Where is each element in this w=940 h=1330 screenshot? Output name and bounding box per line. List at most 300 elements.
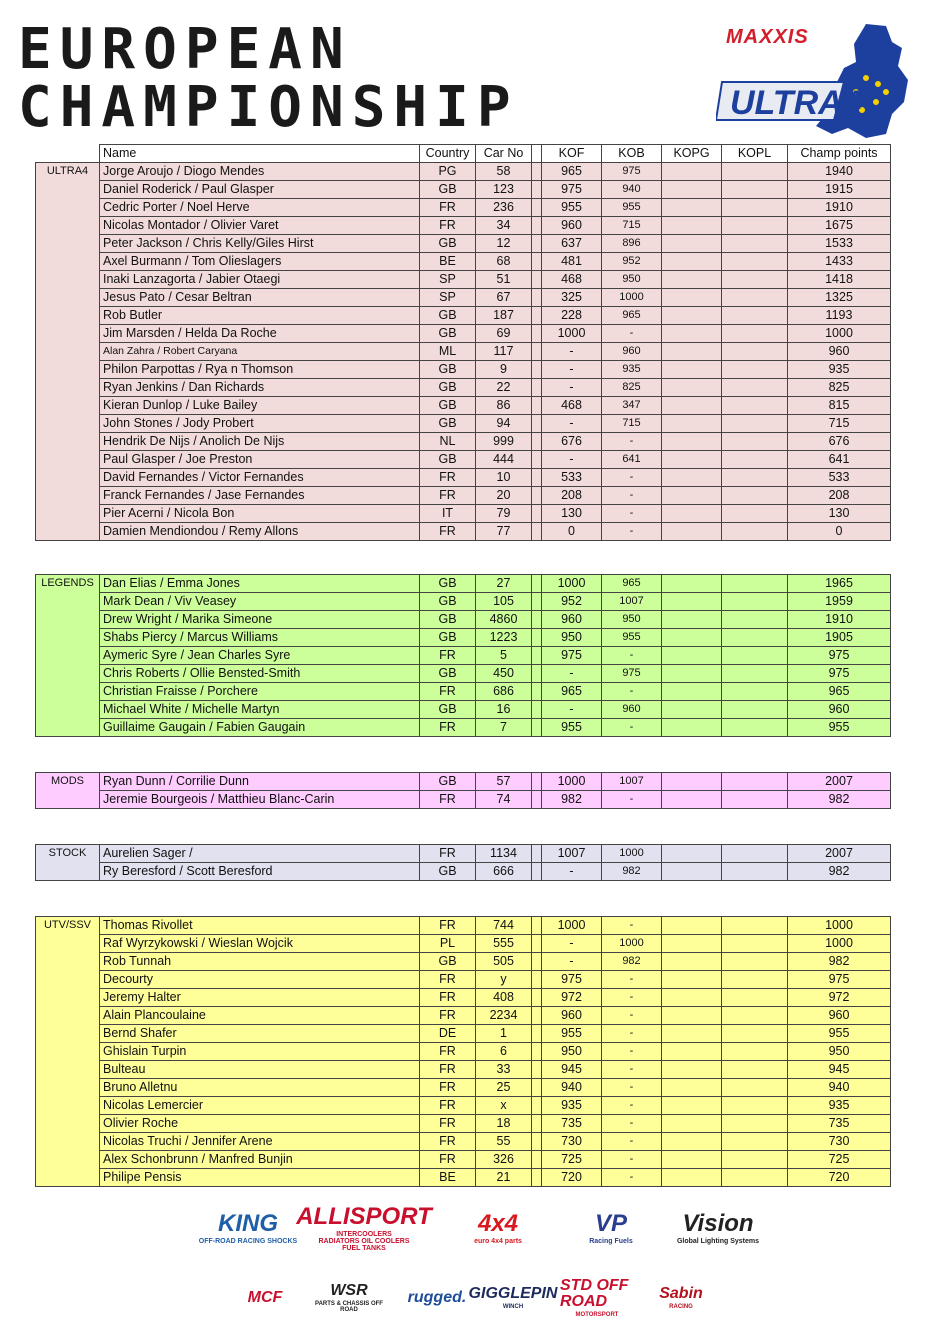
country-code: FR [420, 1079, 476, 1097]
kopg-points [662, 415, 722, 433]
sponsor-logo-std-off-road [560, 1277, 634, 1318]
car-number: 555 [476, 935, 532, 953]
kob-points: - [602, 469, 662, 487]
sponsor-name: VP [594, 1209, 627, 1237]
champ-points: 1418 [788, 271, 891, 289]
spacer-cell [532, 289, 542, 307]
kopg-points [662, 845, 722, 863]
country-code: GB [420, 379, 476, 397]
country-code: FR [420, 845, 476, 863]
car-number: 21 [476, 1169, 532, 1187]
table-row [36, 1007, 891, 1025]
table-row [36, 611, 891, 629]
car-number: 74 [476, 791, 532, 809]
header-kof: KOF [542, 145, 602, 163]
kopl-points [722, 523, 788, 541]
kopg-points [662, 989, 722, 1007]
driver-name: Philipe Pensis [100, 1169, 420, 1187]
kof-points: - [542, 415, 602, 433]
car-number: 9 [476, 361, 532, 379]
kob-points: 982 [602, 863, 662, 881]
kopl-points [722, 683, 788, 701]
champ-points: 725 [788, 1151, 891, 1169]
kopg-points [662, 1025, 722, 1043]
kopl-points [722, 163, 788, 181]
car-number: 6 [476, 1043, 532, 1061]
table-row [36, 719, 891, 737]
kob-points: - [602, 917, 662, 935]
sponsor-logo-wsr [312, 1280, 386, 1316]
spacer-cell [532, 1043, 542, 1061]
country-code: FR [420, 469, 476, 487]
kof-points: 637 [542, 235, 602, 253]
driver-name: Decourty [100, 971, 420, 989]
spacer-cell [532, 1115, 542, 1133]
kof-points: 955 [542, 719, 602, 737]
kof-points: 725 [542, 1151, 602, 1169]
kopg-points [662, 343, 722, 361]
table-row [36, 1043, 891, 1061]
country-code: GB [420, 181, 476, 199]
sponsor-name: ALLISPORT [296, 1202, 432, 1230]
table-row [36, 397, 891, 415]
spacer-cell [532, 989, 542, 1007]
kof-points: - [542, 665, 602, 683]
kob-points: - [602, 719, 662, 737]
table-row [36, 415, 891, 433]
kob-points: 982 [602, 953, 662, 971]
table-row [36, 773, 891, 791]
car-number: 686 [476, 683, 532, 701]
spacer-cell [532, 917, 542, 935]
spacer-cell [532, 647, 542, 665]
spacer-cell [532, 163, 542, 181]
driver-name: Rob Tunnah [100, 953, 420, 971]
spacer-cell [532, 863, 542, 881]
car-number: 123 [476, 181, 532, 199]
country-code: GB [420, 611, 476, 629]
champ-points: 2007 [788, 845, 891, 863]
kof-points: 940 [542, 1079, 602, 1097]
sponsor-logo-sabin [644, 1280, 718, 1316]
kopl-points [722, 271, 788, 289]
kopl-points [722, 217, 788, 235]
table-row [36, 361, 891, 379]
kopg-points [662, 217, 722, 235]
kopg-points [662, 1133, 722, 1151]
table-row [36, 325, 891, 343]
kopl-points [722, 487, 788, 505]
country-code: PL [420, 935, 476, 953]
car-number: 55 [476, 1133, 532, 1151]
kopg-points [662, 433, 722, 451]
champ-points: 735 [788, 1115, 891, 1133]
table-row [36, 845, 891, 863]
kopg-points [662, 397, 722, 415]
sponsor-name: rugged. [407, 1289, 467, 1306]
kopg-points [662, 1061, 722, 1079]
spacer-cell [532, 433, 542, 451]
champ-points: 960 [788, 701, 891, 719]
spacer-cell [532, 217, 542, 235]
kopl-points [722, 433, 788, 451]
car-number: 744 [476, 917, 532, 935]
champ-points: 960 [788, 1007, 891, 1025]
car-number: 68 [476, 253, 532, 271]
driver-name: Kieran Dunlop / Luke Bailey [100, 397, 420, 415]
car-number: 94 [476, 415, 532, 433]
spacer-cell [532, 253, 542, 271]
kob-points: 1007 [602, 773, 662, 791]
country-code: BE [420, 253, 476, 271]
category-label: MODS [36, 773, 100, 809]
champ-points: 720 [788, 1169, 891, 1187]
car-number: 408 [476, 989, 532, 1007]
champ-points: 0 [788, 523, 891, 541]
kopl-points [722, 719, 788, 737]
country-code: FR [420, 1151, 476, 1169]
sponsor-logo-mcf [228, 1280, 302, 1316]
country-code: FR [420, 1043, 476, 1061]
kof-points: 975 [542, 647, 602, 665]
kopg-points [662, 1043, 722, 1061]
car-number: 187 [476, 307, 532, 325]
kopl-points [722, 1061, 788, 1079]
table-row [36, 343, 891, 361]
champ-points: 975 [788, 647, 891, 665]
country-code: FR [420, 523, 476, 541]
kob-points: 715 [602, 415, 662, 433]
champ-points: 1910 [788, 199, 891, 217]
car-number: 22 [476, 379, 532, 397]
car-number: 5 [476, 647, 532, 665]
kob-points: - [602, 1097, 662, 1115]
kopl-points [722, 307, 788, 325]
kob-points: 955 [602, 199, 662, 217]
table-row [36, 199, 891, 217]
kopl-points [722, 415, 788, 433]
sponsor-subtitle: euro 4x4 parts [474, 1237, 522, 1245]
champ-points: 1193 [788, 307, 891, 325]
kof-points: 208 [542, 487, 602, 505]
sponsor-subtitle: INTERCOOLERS RADIATORS OIL COOLERS FUEL TANKS [318, 1230, 410, 1252]
country-code: FR [420, 1115, 476, 1133]
country-code: GB [420, 629, 476, 647]
driver-name: Hendrik De Nijs / Anolich De Nijs [100, 433, 420, 451]
country-code: FR [420, 1007, 476, 1025]
car-number: 79 [476, 505, 532, 523]
kof-points: - [542, 863, 602, 881]
car-number: 105 [476, 593, 532, 611]
table-row [36, 953, 891, 971]
header-blank [36, 145, 100, 163]
country-code: FR [420, 1061, 476, 1079]
sponsor-name: 4x4 [477, 1209, 519, 1237]
spacer-cell [532, 1025, 542, 1043]
spacer-cell [532, 953, 542, 971]
kopg-points [662, 1151, 722, 1169]
kof-points: 468 [542, 397, 602, 415]
sponsor-logo-rugged- [400, 1280, 474, 1316]
country-code: FR [420, 971, 476, 989]
kob-points: - [602, 1169, 662, 1187]
kob-points: 641 [602, 451, 662, 469]
champ-points: 1433 [788, 253, 891, 271]
table-row [36, 935, 891, 953]
kof-points: 1000 [542, 773, 602, 791]
kob-points: 1000 [602, 845, 662, 863]
kob-points: - [602, 1007, 662, 1025]
kopl-points [722, 863, 788, 881]
car-number: 505 [476, 953, 532, 971]
category-label: ULTRA4 [36, 163, 100, 541]
kopl-points [722, 701, 788, 719]
champ-points: 982 [788, 953, 891, 971]
kopl-points [722, 917, 788, 935]
driver-name: Pier Acerni / Nicola Bon [100, 505, 420, 523]
header-car-no: Car No [476, 145, 532, 163]
car-number: 51 [476, 271, 532, 289]
kof-points: 960 [542, 1007, 602, 1025]
table-stock [35, 844, 891, 881]
champ-points: 950 [788, 1043, 891, 1061]
spacer-cell [532, 1007, 542, 1025]
car-number: 86 [476, 397, 532, 415]
table-row [36, 253, 891, 271]
table-row [36, 181, 891, 199]
sponsor-subtitle: MOTORSPORT [575, 1312, 619, 1318]
driver-name: Guillaime Gaugain / Fabien Gaugain [100, 719, 420, 737]
champ-points: 975 [788, 665, 891, 683]
kob-points: - [602, 683, 662, 701]
kob-points: 896 [602, 235, 662, 253]
driver-name: Shabs Piercy / Marcus Williams [100, 629, 420, 647]
champ-points: 2007 [788, 773, 891, 791]
country-code: GB [420, 575, 476, 593]
kof-points: 730 [542, 1133, 602, 1151]
spacer-cell [532, 1151, 542, 1169]
driver-name: Axel Burmann / Tom Olieslagers [100, 253, 420, 271]
kob-points: - [602, 1133, 662, 1151]
car-number: 10 [476, 469, 532, 487]
driver-name: Nicolas Montador / Olivier Varet [100, 217, 420, 235]
driver-name: Aymeric Syre / Jean Charles Syre [100, 647, 420, 665]
kof-points: 1000 [542, 917, 602, 935]
kopg-points [662, 665, 722, 683]
header-name: Name [100, 145, 420, 163]
country-code: NL [420, 433, 476, 451]
driver-name: Franck Fernandes / Jase Fernandes [100, 487, 420, 505]
car-number: 69 [476, 325, 532, 343]
kob-points: 940 [602, 181, 662, 199]
car-number: 7 [476, 719, 532, 737]
spacer-cell [532, 701, 542, 719]
kopg-points [662, 701, 722, 719]
country-code: IT [420, 505, 476, 523]
kof-points: - [542, 935, 602, 953]
car-number: 33 [476, 1061, 532, 1079]
car-number: 57 [476, 773, 532, 791]
champ-points: 955 [788, 719, 891, 737]
country-code: FR [420, 683, 476, 701]
kopg-points [662, 1169, 722, 1187]
spacer-cell [532, 629, 542, 647]
spacer-cell [532, 773, 542, 791]
kob-points: 825 [602, 379, 662, 397]
champ-points: 945 [788, 1061, 891, 1079]
driver-name: Aurelien Sager / [100, 845, 420, 863]
champ-points: 1965 [788, 575, 891, 593]
header-country: Country [420, 145, 476, 163]
champ-points: 960 [788, 343, 891, 361]
kof-points: 950 [542, 629, 602, 647]
sponsor-name: Vision [682, 1209, 754, 1237]
kopg-points [662, 253, 722, 271]
champ-points: 730 [788, 1133, 891, 1151]
car-number: 34 [476, 217, 532, 235]
country-code: FR [420, 487, 476, 505]
kob-points: - [602, 523, 662, 541]
car-number: 444 [476, 451, 532, 469]
header-kob: KOB [602, 145, 662, 163]
country-code: GB [420, 235, 476, 253]
country-code: GB [420, 701, 476, 719]
country-code: FR [420, 989, 476, 1007]
kob-points: 960 [602, 701, 662, 719]
kob-points: - [602, 1025, 662, 1043]
champ-points: 533 [788, 469, 891, 487]
car-number: 16 [476, 701, 532, 719]
country-code: SP [420, 289, 476, 307]
kob-points: - [602, 1061, 662, 1079]
kof-points: 982 [542, 791, 602, 809]
kof-points: 533 [542, 469, 602, 487]
table-row [36, 629, 891, 647]
table-row [36, 791, 891, 809]
sponsor-subtitle: RACING [669, 1304, 693, 1310]
kof-points: 975 [542, 971, 602, 989]
kob-points: 950 [602, 271, 662, 289]
driver-name: Rob Butler [100, 307, 420, 325]
sponsor-logo-gigglepin [468, 1280, 558, 1316]
car-number: 58 [476, 163, 532, 181]
kopg-points [662, 935, 722, 953]
car-number: 20 [476, 487, 532, 505]
driver-name: Peter Jackson / Chris Kelly/Giles Hirst [100, 235, 420, 253]
car-number: 27 [476, 575, 532, 593]
kopg-points [662, 235, 722, 253]
kof-points: 935 [542, 1097, 602, 1115]
table-row [36, 1025, 891, 1043]
kof-points: 1007 [542, 845, 602, 863]
champ-points: 975 [788, 971, 891, 989]
country-code: PG [420, 163, 476, 181]
kob-points: - [602, 791, 662, 809]
champ-points: 982 [788, 791, 891, 809]
driver-name: Chris Roberts / Ollie Bensted-Smith [100, 665, 420, 683]
kopl-points [722, 971, 788, 989]
sponsor-logo-4x4 [452, 1200, 544, 1256]
kopg-points [662, 199, 722, 217]
spacer-cell [532, 199, 542, 217]
kof-points: 960 [542, 611, 602, 629]
table-mods [35, 772, 891, 809]
kof-points: 325 [542, 289, 602, 307]
kob-points: 965 [602, 575, 662, 593]
table-row [36, 593, 891, 611]
country-code: GB [420, 451, 476, 469]
car-number: 2234 [476, 1007, 532, 1025]
driver-name: Bruno Alletnu [100, 1079, 420, 1097]
driver-name: Thomas Rivollet [100, 917, 420, 935]
spacer-cell [532, 1097, 542, 1115]
kopl-points [722, 505, 788, 523]
category-label: UTV/SSV [36, 917, 100, 1187]
table-row [36, 1079, 891, 1097]
spacer-cell [532, 451, 542, 469]
driver-name: Jeremie Bourgeois / Matthieu Blanc-Carin [100, 791, 420, 809]
spacer-cell [532, 235, 542, 253]
kopg-points [662, 1115, 722, 1133]
header-kopg: KOPG [662, 145, 722, 163]
table-row [36, 1061, 891, 1079]
driver-name: Nicolas Truchi / Jennifer Arene [100, 1133, 420, 1151]
kof-points: 955 [542, 199, 602, 217]
spacer-cell [532, 397, 542, 415]
country-code: FR [420, 217, 476, 235]
table-row [36, 487, 891, 505]
car-number: 1223 [476, 629, 532, 647]
table-row [36, 1097, 891, 1115]
kopg-points [662, 361, 722, 379]
spacer-cell [532, 487, 542, 505]
kopg-points [662, 307, 722, 325]
sponsor-subtitle: Global Lighting Systems [676, 1237, 760, 1245]
kob-points: 965 [602, 307, 662, 325]
driver-name: Drew Wright / Marika Simeone [100, 611, 420, 629]
kopl-points [722, 575, 788, 593]
kopg-points [662, 791, 722, 809]
kof-points: 130 [542, 505, 602, 523]
country-code: FR [420, 917, 476, 935]
spacer-cell [532, 683, 542, 701]
kopl-points [722, 611, 788, 629]
champ-points: 965 [788, 683, 891, 701]
spacer-cell [532, 325, 542, 343]
driver-name: Ryan Jenkins / Dan Richards [100, 379, 420, 397]
kob-points: 1000 [602, 935, 662, 953]
kopl-points [722, 235, 788, 253]
kopg-points [662, 379, 722, 397]
kopg-points [662, 575, 722, 593]
header-kopl: KOPL [722, 145, 788, 163]
country-code: GB [420, 361, 476, 379]
driver-name: Nicolas Lemercier [100, 1097, 420, 1115]
kob-points: - [602, 1079, 662, 1097]
table-row [36, 433, 891, 451]
kopl-points [722, 647, 788, 665]
driver-name: Bulteau [100, 1061, 420, 1079]
car-number: 77 [476, 523, 532, 541]
country-code: GB [420, 863, 476, 881]
spacer-cell [532, 181, 542, 199]
driver-name: Daniel Roderick / Paul Glasper [100, 181, 420, 199]
sponsor-subtitle: OFF-ROAD RACING SHOCKS [198, 1237, 298, 1245]
country-code: GB [420, 325, 476, 343]
spacer-cell [532, 469, 542, 487]
kof-points: 945 [542, 1061, 602, 1079]
driver-name: John Stones / Jody Probert [100, 415, 420, 433]
